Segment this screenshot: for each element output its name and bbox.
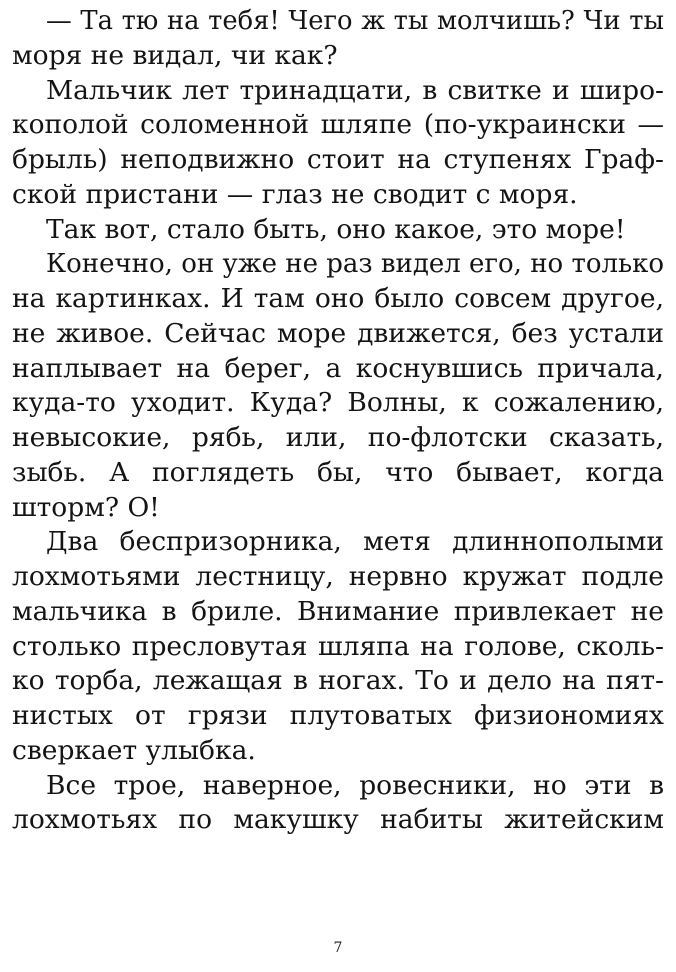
text-line: сверкает улыбка. bbox=[12, 734, 256, 766]
text-line: Все трое, наверное, ровесники, но эти в bbox=[46, 769, 664, 801]
text-line: невысокие, рябь, или, по-флотски сказать, bbox=[12, 422, 664, 453]
text-line: не живое. Сейчас море движется, без устали bbox=[12, 317, 664, 349]
text-line: Конечно, он уже не раз видел его, но только bbox=[46, 249, 665, 280]
text-line: лохмотьях по макушку набиты житейским bbox=[12, 804, 664, 836]
text-line: шторм? О! bbox=[12, 491, 160, 523]
text-line: моря не видал, чи как? bbox=[12, 39, 338, 71]
text-line: лохмотьями лестницу, нервно кружат подле bbox=[12, 561, 664, 592]
text-line: на картинках. И там оно было совсем другое, bbox=[12, 283, 664, 314]
text-line: — Та тю на тебя! Чего ж ты молчишь? Чи ты bbox=[46, 6, 664, 36]
text-line: Два беспризорника, метя длиннополыми bbox=[46, 526, 664, 558]
text-line: брыль) неподвижно стоит на ступенях Граф- bbox=[12, 144, 664, 175]
text-line: столько пресловутая шляпа на голове, сколь- bbox=[12, 630, 664, 662]
text-line: зыбь. А поглядеть бы, что бывает, когда bbox=[12, 456, 664, 488]
text-line: Мальчик лет тринадцати, в свитке и широ- bbox=[46, 74, 664, 106]
text-line: наплывает на берег, а коснувшись причала, bbox=[12, 352, 664, 384]
text-line: нистых от грязи плутоватых физиономиях bbox=[12, 700, 664, 731]
body-text bbox=[12, 4, 664, 838]
text-line: ской пристани — глаз не сводит с моря. bbox=[12, 178, 578, 210]
text-line: мальчика в бриле. Внимание привлекает не bbox=[12, 595, 664, 627]
text-line: куда-то уходит. Куда? Волны, к сожалению, bbox=[12, 387, 664, 419]
page-number: 7 bbox=[333, 940, 343, 956]
text-line: Так вот, стало быть, оно какое, это море! bbox=[46, 213, 626, 245]
text-line: ко торба, лежащая в ногах. То и дело на пят- bbox=[12, 665, 664, 697]
text-line: кополой соломенной шляпе (по-украински — bbox=[12, 109, 664, 141]
